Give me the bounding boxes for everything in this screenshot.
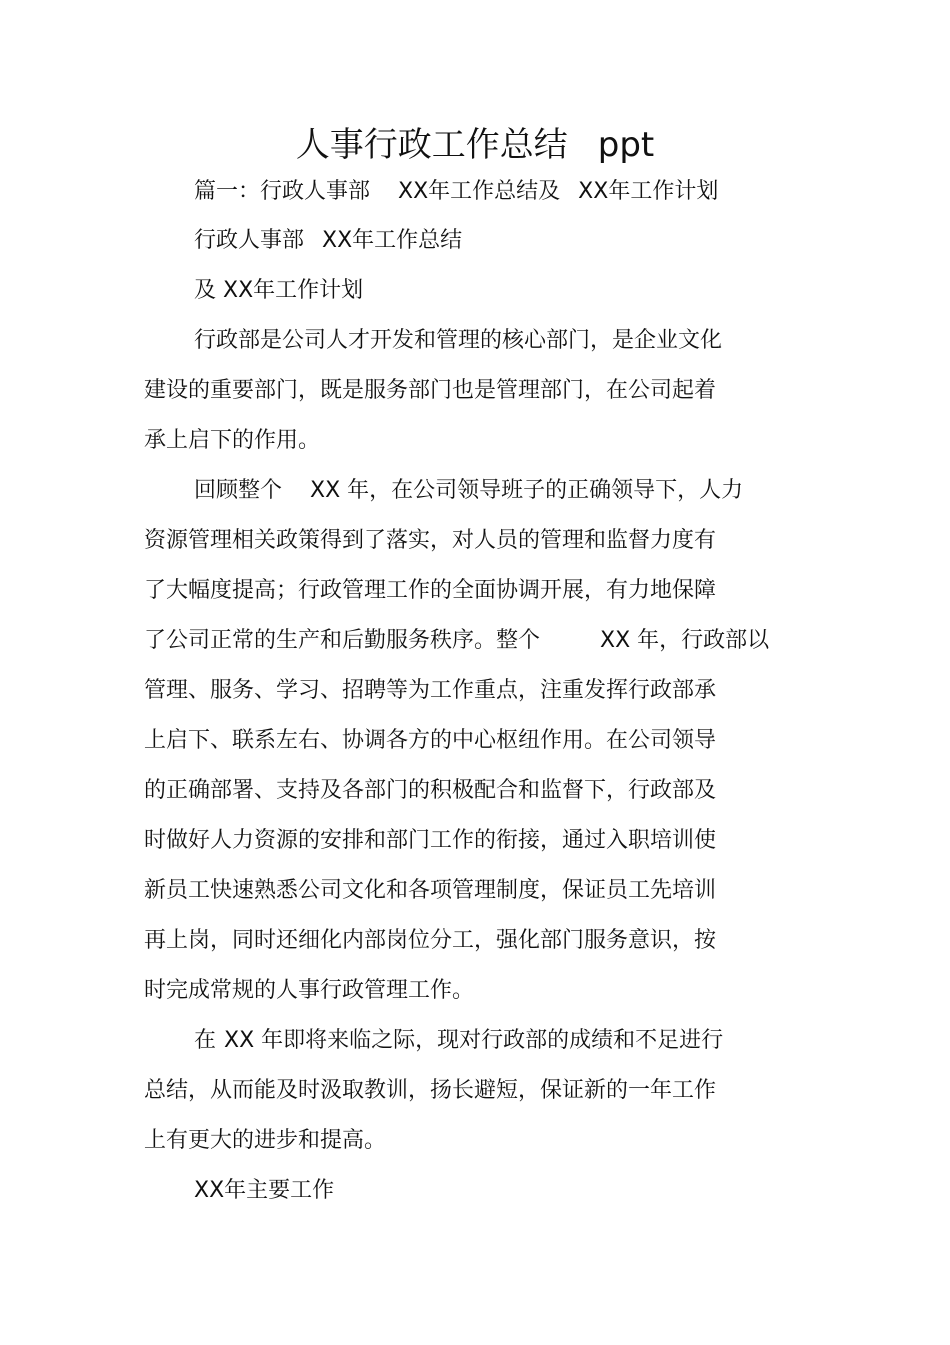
- paragraph1-line: 建设的重要部门，既是服务部门也是管理部门，在公司起着: [144, 378, 717, 403]
- paragraph2-line: 管理、服务、学习、招聘等为工作重点，注重发挥行政部承: [144, 678, 717, 703]
- paragraph2-line: 资源管理相关政策得到了落实，对人员的管理和监督力度有: [144, 528, 717, 553]
- paragraph3-line: 上有更大的进步和提高。: [144, 1128, 387, 1153]
- section-heading: XX年主要工作: [194, 1178, 335, 1203]
- paragraph2-line: 了大幅度提高；行政管理工作的全面协调开展，有力地保障: [144, 578, 717, 603]
- title-suffix: ppt: [597, 125, 655, 165]
- heading-3: 及 XX年工作计划: [194, 278, 364, 303]
- paragraph2-line: 时完成常规的人事行政管理工作。: [144, 978, 475, 1003]
- paragraph2-line: 上启下、联系左右、协调各方的中心枢纽作用。在公司领导: [144, 728, 717, 753]
- document-title: [0, 123, 950, 167]
- paragraph2-line: 再上岗，同时还细化内部岗位分工，强化部门服务意识，按: [144, 928, 717, 953]
- heading-2: 行政人事部 XX年工作总结: [194, 228, 463, 253]
- paragraph1-line: 行政部是公司人才开发和管理的核心部门，是企业文化: [194, 328, 723, 353]
- subheading: 篇一：行政人事部 XX年工作总结及 XX年工作计划: [194, 179, 719, 204]
- paragraph1-line: 承上启下的作用。: [144, 428, 321, 453]
- paragraph3-line: 在 XX 年即将来临之际，现对行政部的成绩和不足进行: [194, 1028, 724, 1053]
- paragraph2-line: 的正确部署、支持及各部门的积极配合和监督下，行政部及: [144, 778, 717, 803]
- paragraph2-line: 了公司正常的生产和后勤服务秩序。整个 XX 年，行政部以: [144, 628, 770, 653]
- title-main: 人事行政工作总结: [295, 125, 568, 165]
- paragraph2-line: 回顾整个 XX 年，在公司领导班子的正确领导下，人力: [194, 478, 744, 503]
- paragraph3-line: 总结，从而能及时汲取教训，扬长避短，保证新的一年工作: [144, 1078, 717, 1103]
- paragraph2-line: 时做好人力资源的安排和部门工作的衔接，通过入职培训使: [144, 828, 717, 853]
- paragraph2-line: 新员工快速熟悉公司文化和各项管理制度，保证员工先培训: [144, 878, 717, 903]
